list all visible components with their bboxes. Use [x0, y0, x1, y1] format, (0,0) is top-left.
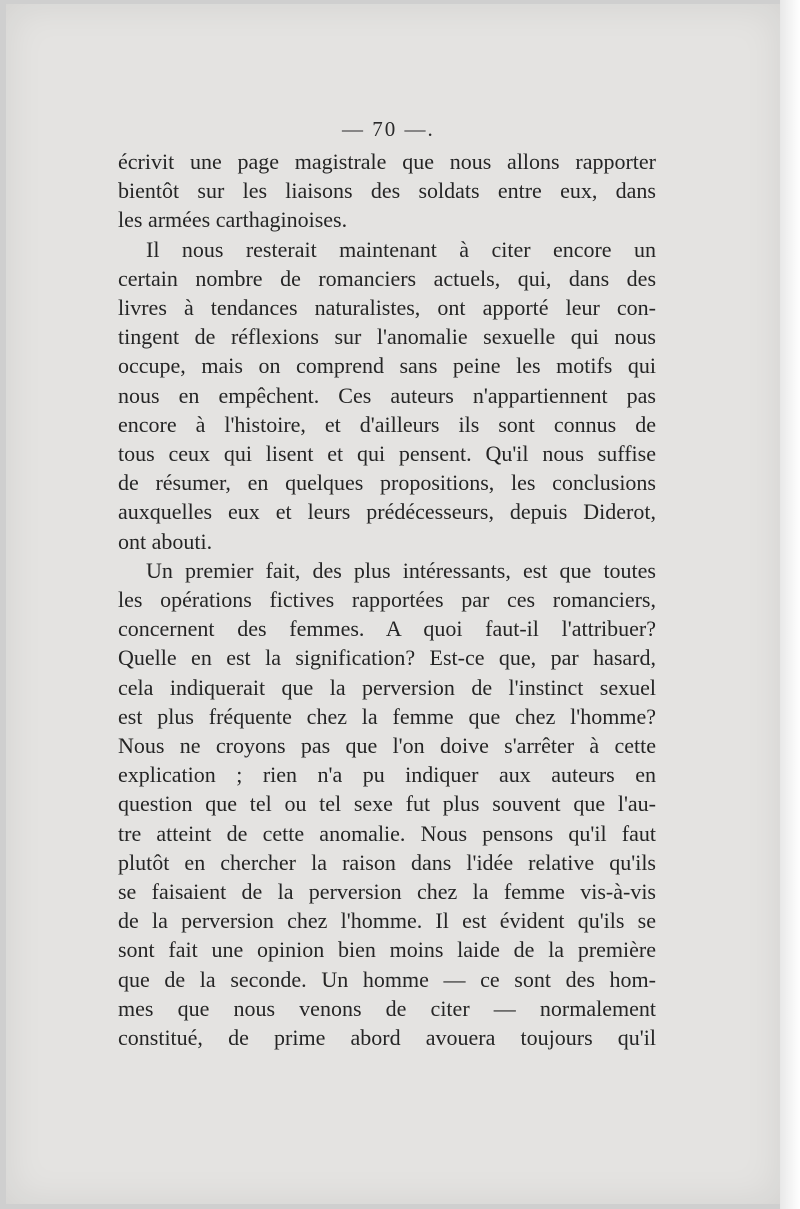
text-line: que de la seconde. Un homme — ce sont des hom- [118, 966, 656, 992]
text-line: tingent de réflexions sur l'anomalie sexuelle qui nous [118, 324, 656, 350]
text-line: encore à l'histoire, et d'ailleurs ils sont connus de [118, 411, 656, 437]
text-line: sont fait une opinion bien moins laide de la première [118, 937, 656, 963]
text-line: est plus fréquente chez la femme que chez l'homme? [118, 703, 656, 729]
text-line: les opérations fictives rapportées par ces romanciers, [118, 587, 656, 613]
text-line: Quelle en est la signification? Est-ce que, par hasard, [118, 645, 656, 671]
text-line: Un premier fait, des plus intéressants, est que toutes [146, 557, 656, 583]
text-line: concernent des femmes. A quoi faut-il l'attribuer? [118, 616, 656, 642]
text-line: nous en empêchent. Ces auteurs n'appartiennent pas [118, 382, 656, 408]
text-line: tous ceux qui lisent et qui pensent. Qu'il nous suffise [118, 441, 656, 467]
text-line: question que tel ou tel sexe fut plus souvent que l'au- [118, 791, 656, 817]
text-line: bientôt sur les liaisons des soldats entre eux, dans [118, 178, 656, 204]
text-line: plutôt en chercher la raison dans l'idée relative qu'ils [118, 849, 656, 875]
page-number: — 70 —. [342, 117, 435, 141]
text-line: auxquelles eux et leurs prédécesseurs, depuis Diderot, [118, 499, 656, 525]
text-line: livres à tendances naturalistes, ont apporté leur con- [118, 295, 656, 321]
body-text [118, 147, 656, 1052]
text-line: mes que nous venons de citer — normalement [118, 995, 656, 1021]
page-edge [780, 0, 800, 1209]
text-line: occupe, mais on comprend sans peine les motifs qui [118, 353, 656, 379]
text-line: se faisaient de la perversion chez la femme vis-à-vis [118, 879, 656, 905]
text-line: cela indiquerait que la perversion de l'instinct sexuel [118, 674, 656, 700]
text-line: Il nous resterait maintenant à citer encore un [146, 236, 656, 262]
text-line: certain nombre de romanciers actuels, qui, dans des [118, 265, 656, 291]
book-page [6, 4, 782, 1204]
text-line: de résumer, en quelques propositions, les conclusions [118, 470, 656, 496]
text-line: explication ; rien n'a pu indiquer aux auteurs en [118, 762, 656, 788]
text-line: ont abouti. [118, 528, 213, 554]
text-line: de la perversion chez l'homme. Il est évident qu'ils se [118, 908, 656, 934]
text-line: écrivit une page magistrale que nous allons rapporter [118, 149, 656, 174]
text-line: Nous ne croyons pas que l'on doive s'arrêter à cette [118, 733, 656, 759]
text-line: les armées carthaginoises. [118, 207, 348, 233]
text-line: constitué, de prime abord avouera toujours qu'il [118, 1025, 656, 1051]
text-line: tre atteint de cette anomalie. Nous pensons qu'il faut [118, 820, 656, 846]
